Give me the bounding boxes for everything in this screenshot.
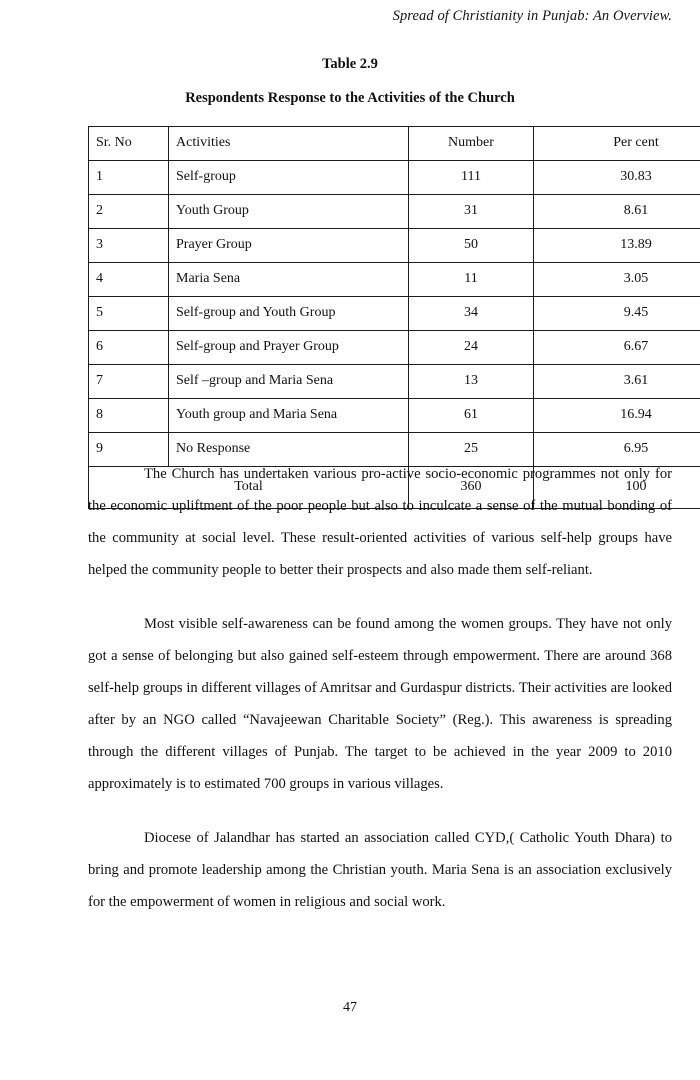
table-body xyxy=(89,161,700,509)
cell-percent: 13.89 xyxy=(534,229,700,263)
cell-number: 34 xyxy=(409,297,534,331)
cell-sr: 4 xyxy=(89,263,169,297)
cell-total-number: 360 xyxy=(409,467,534,509)
cell-number: 111 xyxy=(409,161,534,195)
paragraph-2: Most visible self-awareness can be found among the women groups. They have not only got a sense of belonging but also gained self-esteem through empowerment. There are around 368 self-help groups in different villages of Amritsar and Gurdaspur districts. Their activities are looked after by an NGO called “Navajeewan Charitable Society” (Reg.). This awareness is spreading through the different villages of Punjab. The target to be achieved in the year 2009 to 2010 approximately is to estimated 700 groups in various villages. xyxy=(88,616,672,792)
cell-sr: 8 xyxy=(89,399,169,433)
cell-number: 31 xyxy=(409,195,534,229)
cell-total-percent: 100 xyxy=(534,467,700,509)
column-header-activities: Activities xyxy=(169,127,409,161)
cell-number: 24 xyxy=(409,331,534,365)
cell-percent: 30.83 xyxy=(534,161,700,195)
column-header-number: Number xyxy=(409,127,534,161)
cell-activity: Self-group and Youth Group xyxy=(169,297,409,331)
cell-percent: 8.61 xyxy=(534,195,700,229)
page-number: 47 xyxy=(343,1000,357,1015)
cell-activity: Self-group and Prayer Group xyxy=(169,331,409,365)
cell-number: 50 xyxy=(409,229,534,263)
table-row xyxy=(89,263,700,297)
table-row xyxy=(89,229,700,263)
cell-number: 61 xyxy=(409,399,534,433)
table-row xyxy=(89,365,700,399)
cell-total-label: Total xyxy=(89,467,409,509)
cell-sr: 7 xyxy=(89,365,169,399)
table-row xyxy=(89,161,700,195)
cell-activity: Self-group xyxy=(169,161,409,195)
cell-percent: 3.61 xyxy=(534,365,700,399)
cell-sr: 2 xyxy=(89,195,169,229)
column-header-sr-no: Sr. No xyxy=(89,127,169,161)
cell-percent: 6.67 xyxy=(534,331,700,365)
cell-activity: Prayer Group xyxy=(169,229,409,263)
column-header-per-cent: Per cent xyxy=(534,127,700,161)
table-caption-number: Table 2.9 xyxy=(322,56,378,72)
cell-number: 11 xyxy=(409,263,534,297)
table-row xyxy=(89,195,700,229)
table-caption-title: Respondents Response to the Activities of the Church xyxy=(185,90,515,106)
cell-activity: Maria Sena xyxy=(169,263,409,297)
table-row xyxy=(89,331,700,365)
table-head xyxy=(89,127,700,161)
paragraph-1: The Church has undertaken various pro-active socio-economic programmes not only for the economic upliftment of the poor people but also to inculcate a sense of the mutual bonding of the community at social level. These result-oriented activities of various self-help groups have helped the community people to better their prospects and also made them self-reliant. xyxy=(88,466,672,578)
table-row xyxy=(89,297,700,331)
paragraph-3: Diocese of Jalandhar has started an association called CYD,( Catholic Youth Dhara) to bring and promote leadership among the Christian youth. Maria Sena is an association exclusively for the empowerment of women in religious and social work. xyxy=(88,830,672,910)
cell-percent: 16.94 xyxy=(534,399,700,433)
body-text xyxy=(88,458,672,918)
cell-activity: Youth Group xyxy=(169,195,409,229)
cell-number: 13 xyxy=(409,365,534,399)
cell-percent: 3.05 xyxy=(534,263,700,297)
respondents-response-table xyxy=(88,126,700,509)
running-header: Spread of Christianity in Punjab: An Overview. xyxy=(392,8,672,24)
cell-activity: Youth group and Maria Sena xyxy=(169,399,409,433)
cell-activity: No Response xyxy=(169,433,409,467)
cell-percent: 6.95 xyxy=(534,433,700,467)
cell-percent: 9.45 xyxy=(534,297,700,331)
cell-activity: Self –group and Maria Sena xyxy=(169,365,409,399)
table-row xyxy=(89,399,700,433)
cell-sr: 3 xyxy=(89,229,169,263)
cell-sr: 6 xyxy=(89,331,169,365)
cell-sr: 1 xyxy=(89,161,169,195)
cell-sr: 5 xyxy=(89,297,169,331)
table-header-row xyxy=(89,127,700,161)
cell-number: 25 xyxy=(409,433,534,467)
cell-sr: 9 xyxy=(89,433,169,467)
